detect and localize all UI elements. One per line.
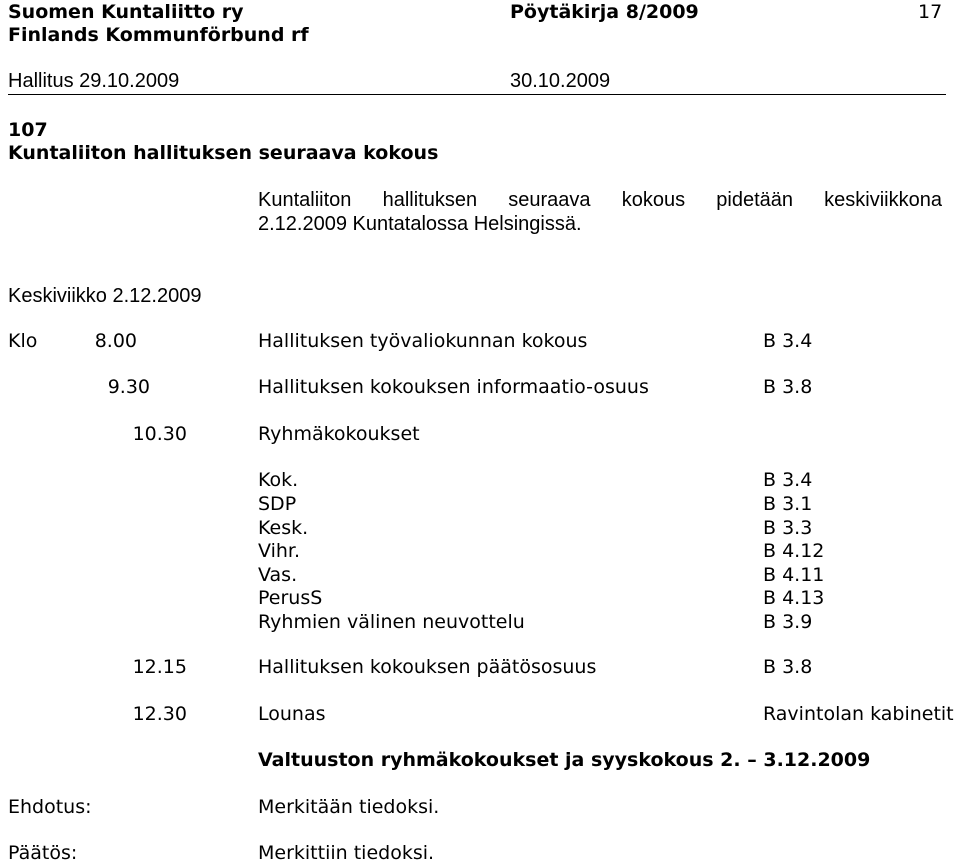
item-paragraph-line2: 2.12.2009 Kuntatalossa Helsingissä.: [258, 213, 582, 235]
time-cell: 9.30: [107, 376, 150, 398]
room-cell: B 3.8: [763, 376, 813, 398]
time-cell: 12.30: [132, 703, 187, 725]
room-cell: B 3.8: [763, 656, 813, 678]
group-name: Kesk.: [258, 517, 309, 539]
header-rule: [8, 94, 946, 95]
group-room: B 3.3: [763, 517, 813, 539]
event-cell: Ryhmäkokoukset: [258, 423, 420, 445]
page-number: 17: [918, 1, 943, 23]
decision-label: Päätös:: [8, 842, 78, 864]
group-room: B 4.13: [763, 587, 825, 609]
org-name-sv: Finlands Kommunförbund rf: [8, 24, 309, 46]
event-cell: Lounas: [258, 703, 326, 725]
event-cell: Hallituksen kokouksen päätösosuus: [258, 656, 597, 678]
group-name: SDP: [258, 493, 297, 515]
time-cell: 8.00: [94, 330, 137, 352]
decision-text: Merkittiin tiedoksi.: [258, 842, 435, 864]
room-cell: B 3.4: [763, 330, 813, 352]
group-room: B 3.1: [763, 493, 813, 515]
group-room: B 4.11: [763, 564, 825, 586]
time-cell: 10.30: [132, 423, 187, 445]
meeting-label: Hallitus 29.10.2009: [8, 70, 180, 92]
item-paragraph-line1: Kuntaliiton hallituksen seuraava kokous pidetään keskiviikkona: [258, 189, 942, 211]
group-name: Ryhmien välinen neuvottelu: [258, 611, 525, 633]
council-meetings-note: Valtuuston ryhmäkokoukset ja syyskokous 2. – 3.12.2009: [258, 749, 871, 771]
group-room: B 3.4: [763, 469, 813, 491]
klo-label: Klo: [8, 330, 38, 352]
group-name: PerusS: [258, 587, 323, 609]
group-room: B 3.9: [763, 611, 813, 633]
org-name-fi: Suomen Kuntaliitto ry: [8, 1, 244, 23]
proposal-label: Ehdotus:: [8, 796, 92, 818]
group-name: Vas.: [258, 564, 298, 586]
event-cell: Hallituksen kokouksen informaatio-osuus: [258, 376, 649, 398]
group-room: B 4.12: [763, 540, 825, 562]
room-cell: Ravintolan kabinetit: [763, 703, 954, 725]
item-number: 107: [8, 119, 48, 141]
proposal-text: Merkitään tiedoksi.: [258, 796, 440, 818]
header-date: 30.10.2009: [510, 70, 611, 92]
group-name: Kok.: [258, 469, 299, 491]
document-title: Pöytäkirja 8/2009: [510, 1, 699, 23]
item-title: Kuntaliiton hallituksen seuraava kokous: [8, 142, 439, 164]
event-cell: Hallituksen työvaliokunnan kokous: [258, 330, 588, 352]
time-cell: 12.15: [132, 656, 187, 678]
schedule-day: Keskiviikko 2.12.2009: [8, 285, 202, 307]
group-name: Vihr.: [258, 540, 301, 562]
